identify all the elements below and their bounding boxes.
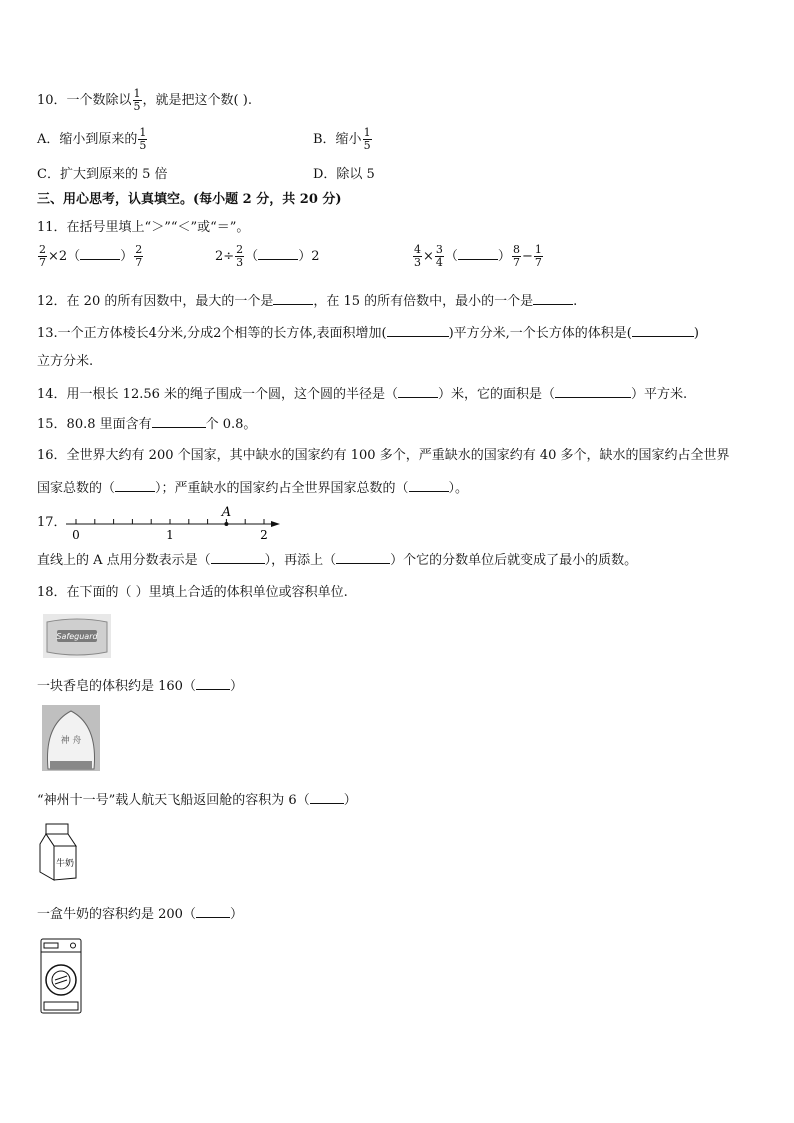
q10-option-d[interactable]: D．除以 5 <box>313 167 375 182</box>
q17-text: 直线上的 A 点用分数表示是（ ），再添上（ ）个它的分数单位后就变成了最小的质数。 <box>37 553 638 568</box>
answer-blank[interactable] <box>632 324 694 337</box>
answer-blank[interactable] <box>258 247 298 260</box>
q16-cont: 国家总数的（ ）；严重缺水的国家约占全世界国家总数的（ ）。 <box>37 481 469 496</box>
answer-blank[interactable] <box>273 292 313 305</box>
answer-blank[interactable] <box>409 479 449 492</box>
tick-label: 1 <box>166 528 174 542</box>
q13: 13.一个正方体棱长4分米,分成2个相等的长方体,表面积增加( )平方分米,一个长方体的体积是( ) <box>37 326 699 341</box>
number-line-arrow-icon <box>271 521 280 527</box>
q18-item-soap: 一块香皂的体积约是 160（ ） <box>37 679 243 694</box>
fraction: $\frac{1}{5}$ <box>139 126 147 152</box>
q18-stem: 18．在下面的（ ）里填上合适的体积单位或容积单位. <box>37 585 348 600</box>
point-a <box>224 522 228 526</box>
answer-blank[interactable] <box>196 677 230 690</box>
q13-unit: 立方分米. <box>37 354 94 369</box>
soap-brand-label: Safeguard <box>56 632 98 641</box>
q11-expr-2: 2÷ $\frac{2}{3}$ （ ）2 <box>215 243 320 269</box>
milk-label: 牛奶 <box>55 859 75 869</box>
tick-label: 0 <box>72 528 80 542</box>
number-line-ticks <box>76 519 264 524</box>
q18-item-milk: 一盒牛奶的容积约是 200（ ） <box>37 907 243 922</box>
answer-blank[interactable] <box>152 415 206 428</box>
q16: 16．全世界大约有 200 个国家，其中缺水的国家约有 100 多个，严重缺水的国家约有 40 多个，缺水的国家约占全世界 <box>37 448 730 463</box>
answer-blank[interactable] <box>387 324 449 337</box>
section-heading: 三、用心思考，认真填空。(每小题 2 分，共 20 分) <box>37 192 342 207</box>
capsule-image <box>42 705 100 771</box>
q11-stem: 11．在括号里填上“＞”“＜”或“＝”。 <box>37 220 250 235</box>
q12: 12．在 20 的所有因数中，最大的一个是 ，在 15 的所有倍数中，最小的一个是 . <box>37 294 578 309</box>
answer-blank[interactable] <box>458 247 498 260</box>
washing-machine-image <box>40 938 82 1014</box>
fraction: $\frac{1}{5}$ <box>133 87 141 113</box>
number-line <box>60 500 286 542</box>
answer-blank[interactable] <box>533 292 573 305</box>
answer-blank[interactable] <box>196 905 230 918</box>
q10-option-c[interactable]: C．扩大到原来的 5 倍 <box>37 167 168 182</box>
answer-blank[interactable] <box>211 551 265 564</box>
q10-option-a[interactable]: A．缩小到原来的 $\frac{1}{5}$ <box>37 126 147 152</box>
milk-carton-image <box>38 822 78 884</box>
q15: 15．80.8 里面含有 个 0.8。 <box>37 417 257 432</box>
q10-stem: 10．一个数除以 $\frac{1}{5}$ ，就是把这个数( ). <box>37 87 252 113</box>
answer-blank[interactable] <box>115 479 155 492</box>
answer-blank[interactable] <box>398 385 438 398</box>
soap-image <box>43 614 111 658</box>
answer-blank[interactable] <box>336 551 390 564</box>
tick-label: 2 <box>260 528 268 542</box>
fraction: $\frac{1}{5}$ <box>363 126 371 152</box>
capsule-label: 神 舟 <box>60 736 82 746</box>
q14: 14．用一根长 12.56 米的绳子围成一个圆，这个圆的半径是（ ）米，它的面积是（ ）平方米. <box>37 387 688 402</box>
q11-expr-1: $\frac{2}{7}$ ×2（ ） $\frac{2}{7}$ <box>39 243 143 269</box>
q17-label: 17． <box>37 515 67 530</box>
point-a-label: A <box>221 505 232 520</box>
answer-blank[interactable] <box>555 385 631 398</box>
answer-blank[interactable] <box>310 791 344 804</box>
q10-option-b[interactable]: B．缩小 $\frac{1}{5}$ <box>313 126 371 152</box>
q11-expr-3: $\frac{4}{3}$ × $\frac{3}{4}$ （ ） $\frac{8}{7}$ − $\frac{1}{7}$ <box>414 243 542 269</box>
answer-blank[interactable] <box>80 247 120 260</box>
q18-item-capsule: “神州十一号”载人航天飞船返回舱的容积为 6（ ） <box>37 793 357 808</box>
